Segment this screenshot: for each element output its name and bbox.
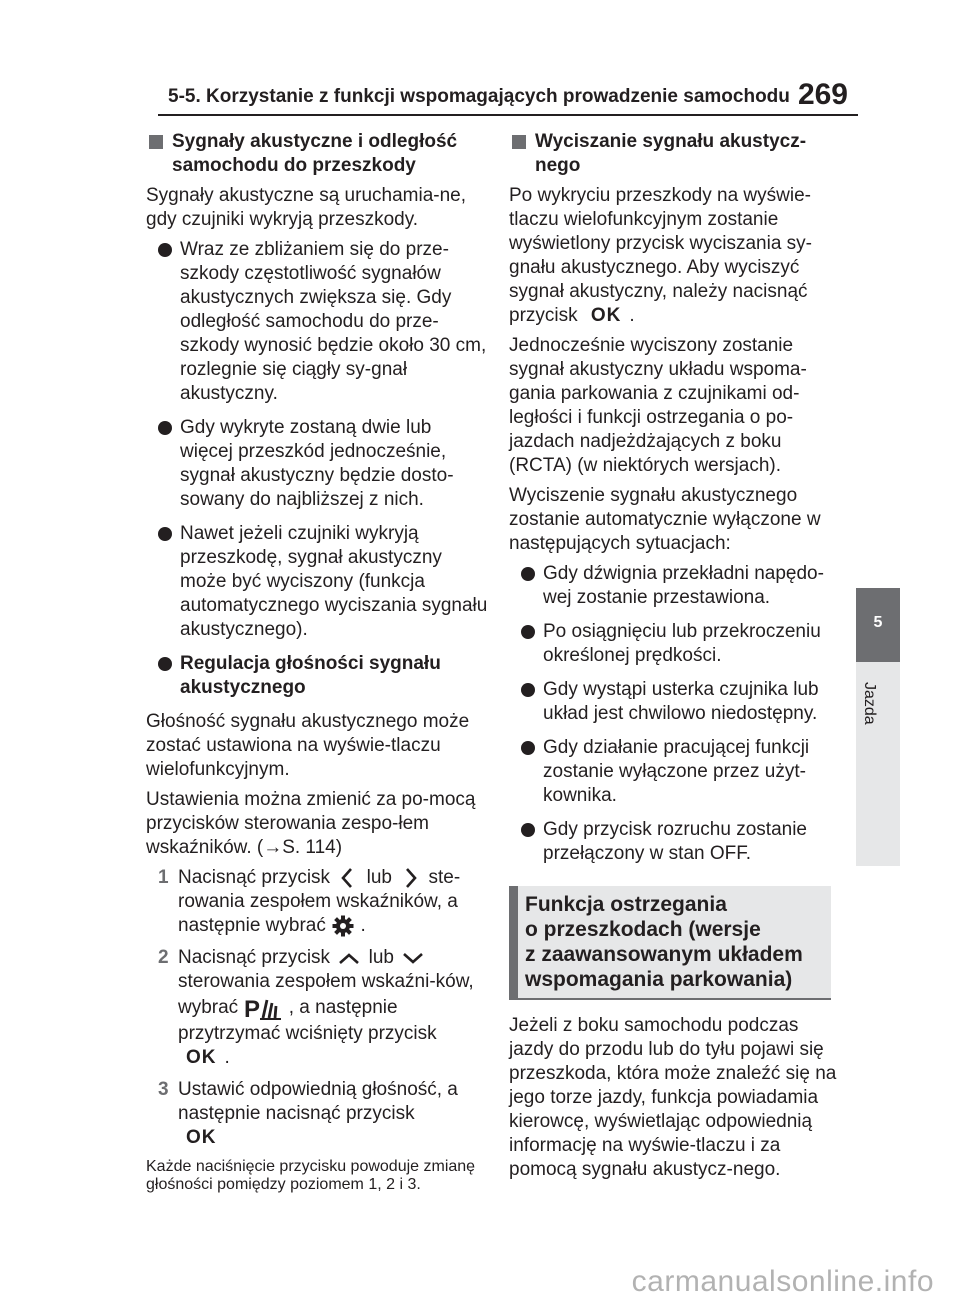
- left-column: [146, 124, 488, 1194]
- watermark: carmanualsonline.info: [631, 1265, 934, 1298]
- box-title-line: Funkcja ostrzegania: [525, 893, 727, 916]
- round-bullet-icon: [158, 527, 172, 541]
- chevron-right-icon: [397, 866, 423, 890]
- page-header: [158, 78, 858, 118]
- box-title-line: z zaawansowanym układem: [525, 943, 803, 966]
- bullet-item: Gdy przycisk rozruchu zostanie przełączony w stan OFF.: [509, 818, 839, 866]
- round-bullet-icon: [158, 657, 172, 671]
- chapter-tab-number: 5: [856, 588, 900, 662]
- round-bullet-icon: [521, 823, 535, 837]
- chapter-tab-label: Jazda: [856, 662, 900, 866]
- chapter-title: 5-5. Korzystanie z funkcji wspomagających prowadzenie samochodu: [168, 86, 790, 107]
- round-bullet-icon: [158, 421, 172, 435]
- header-divider: [158, 114, 858, 116]
- bullet-item: Gdy wystąpi usterka czujnika lub układ jest chwilowo niedostępny.: [509, 678, 839, 726]
- square-bullet-icon: [512, 135, 526, 149]
- right-column: [509, 124, 839, 1188]
- paragraph: Sygnały akustyczne są uruchamia-ne, gdy czujniki wykryją przeszkody.: [146, 185, 466, 230]
- square-bullet-icon: [149, 135, 163, 149]
- subsection-heading: Regulacja głośności sygnału akustycznego: [146, 652, 488, 700]
- bullet-item: Wraz ze zbliżaniem się do prze-szkody częstotliwość sygnałów akustycznych zwiększa się. Gdy odległość samochodu do prze-szkody wynosić będzie około 30 cm, rozlegnie się ciągły sy-gnał akustyczny.: [146, 238, 488, 406]
- note-text: Każde naciśnięcie przycisku powoduje zmianę głośności pomiędzy poziomem 1, 2 i 3.: [146, 1158, 476, 1194]
- ok-button-icon: OK: [186, 1047, 217, 1069]
- chapter-section-box: [509, 886, 831, 1000]
- gear-icon: [331, 914, 355, 938]
- parking-sensor-icon: [243, 994, 283, 1022]
- section-heading: Sygnały akustyczne i odległość samochodu do przeszkody: [146, 130, 488, 178]
- box-accent-bar: [509, 886, 518, 998]
- bullet-item: Gdy wykryte zostaną dwie lub więcej przeszkód jednocześnie, sygnał akustyczny będzie dosto-sowany do najbliższej z nich.: [146, 416, 488, 512]
- ok-button-icon: OK: [590, 305, 622, 326]
- svg-text:P: P: [244, 996, 261, 1023]
- box-title-line: o przeszkodach (wersje: [525, 918, 761, 941]
- round-bullet-icon: [521, 625, 535, 639]
- section-heading: Wyciszanie sygnału akustycz-nego: [509, 130, 839, 178]
- ok-button-icon: OK: [186, 1127, 217, 1149]
- step-1: 1 Nacisnąć przycisk lub ste-rowania zespołem wskaźników, a następnie wybrać .: [158, 867, 461, 937]
- round-bullet-icon: [158, 243, 172, 257]
- box-title-line: wspomagania parkowania): [525, 968, 793, 991]
- bullet-item: Nawet jeżeli czujniki wykryją przeszkodę, sygnał akustyczny może być wyciszony (funkcja automatycznego wyciszania sygnału akustycznego).: [146, 522, 488, 642]
- bullet-item: Gdy działanie pracującej funkcji zostanie wyłączone przez użyt-kownika.: [509, 736, 839, 808]
- bullet-item: Po osiągnięciu lub przekroczeniu określonej prędkości.: [509, 620, 839, 668]
- paragraph: Głośność sygnału akustycznego może zostać ustawiona na wyświe-tlaczu wielofunkcyjnym.: [146, 711, 470, 780]
- paragraph: Jednocześnie wyciszony zostanie sygnał akustyczny układu wspoma-gania parkowania z czujnikami od-ległości i funkcji ostrzegania o po-jazdach nadjeżdżających z boku (RCTA) (w niektórych wersjach).: [509, 335, 807, 476]
- chevron-down-icon: [399, 947, 427, 969]
- paragraph: Po wykryciu przeszkody na wyświe-tlaczu wielofunkcyjnym zostanie wyświetlony przycisk wyciszania sy-gnału akustycznego. Aby wyciszyć sygnał akustyczny, należy nacisnąć przycisk OK .: [509, 185, 813, 326]
- bullet-item: Gdy dźwignia przekładni napędo-wej zostanie przestawiona.: [509, 562, 839, 610]
- chevron-left-icon: [335, 866, 361, 890]
- round-bullet-icon: [521, 741, 535, 755]
- round-bullet-icon: [521, 567, 535, 581]
- paragraph: Ustawienia można zmienić za po-mocą przycisków sterowania zespo-łem wskaźników. (→S. 114): [146, 789, 476, 858]
- step-3: 3 Ustawić odpowiednią głośność, a następnie nacisnąć przycisk OK: [158, 1079, 458, 1149]
- paragraph: Wyciszenie sygnału akustycznego zostanie automatycznie wyłączone w następujących sytuacjach:: [509, 485, 821, 554]
- paragraph: Jeżeli z boku samochodu podczas jazdy do przodu lub do tyłu pojawi się przeszkoda, która może znaleźć się na jego torze jazdy, funkcja powiadamia kierowcę, wyświetlając odpowiednią informację na wyświe-tlaczu i za pomocą sygnału akustycz-nego.: [509, 1015, 837, 1180]
- step-2: 2 Nacisnąć przycisk lub sterowania zespołem wskaźni-ków, wybrać P , a następnie przytrzymać wciśnięty przycisk OK .: [158, 947, 474, 1069]
- page-number: 269: [797, 78, 848, 111]
- round-bullet-icon: [521, 683, 535, 697]
- chevron-up-icon: [335, 947, 363, 969]
